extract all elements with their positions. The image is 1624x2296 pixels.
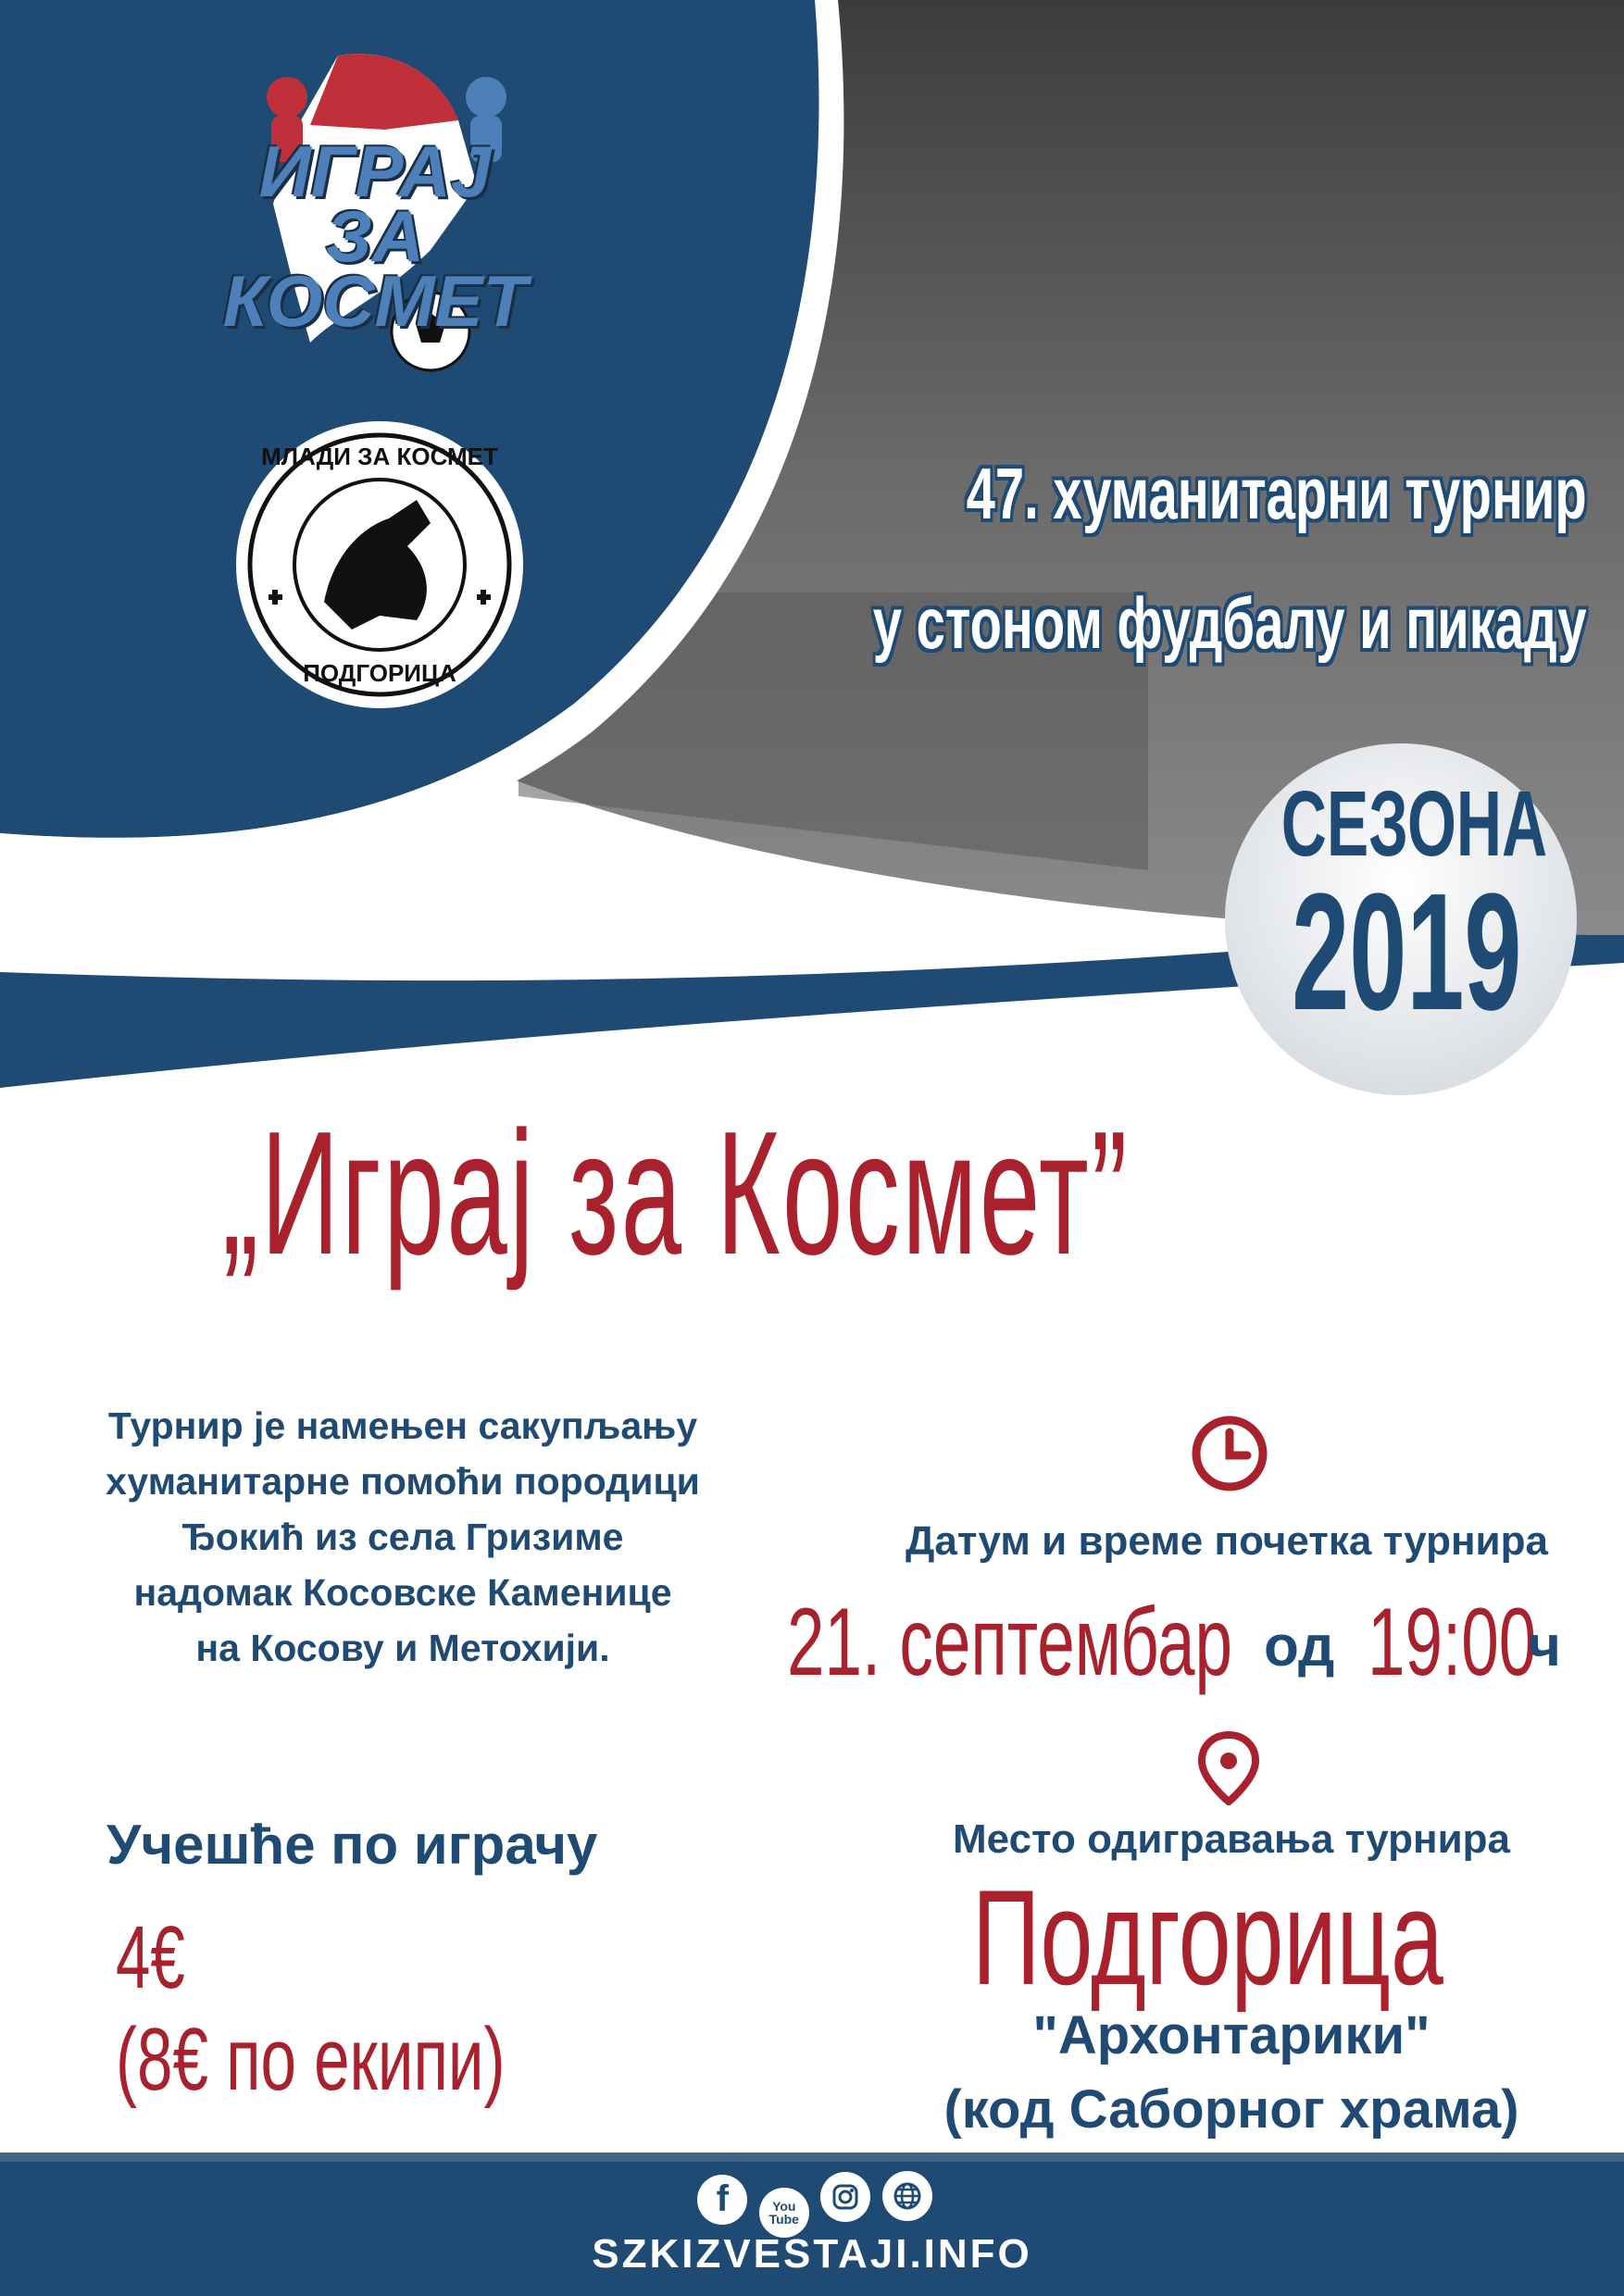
footer-url[interactable]: SZKIZVESTAJI.INFO — [592, 2231, 1032, 2277]
youtube-icon[interactable] — [759, 2188, 809, 2238]
logo-line-2: КОСМЕТ — [222, 260, 528, 342]
description-line-5: на Косову и Метохији. — [195, 1627, 610, 1669]
seal-top-text: МЛАДИ ЗА КОСМЕТ — [261, 443, 498, 470]
facebook-glyph: f — [716, 2178, 729, 2219]
fee-team — [116, 2009, 506, 2111]
fee-label: Учешће по играчу — [106, 1814, 598, 1876]
seal-bottom-text: ПОДГОРИЦА — [303, 659, 456, 687]
social-icons — [671, 2171, 958, 2238]
description-line-3: Ђокић из села Гризиме — [181, 1516, 624, 1558]
logo-text — [218, 131, 532, 342]
description-line-4: надомак Косовске Каменице — [133, 1571, 672, 1614]
event-time: 19:00 — [1368, 1589, 1537, 1696]
main-title: „Играј за Космет” — [222, 1095, 1131, 1292]
location-city-wrap — [972, 1862, 1491, 2013]
event-from: од — [1264, 1615, 1335, 1678]
globe-icon[interactable] — [882, 2171, 932, 2221]
fee-team-text: (8€ по екипи) — [116, 2010, 506, 2109]
location-label: Место одигравања турнира — [953, 1816, 1510, 1862]
seal-logo — [231, 417, 528, 713]
main-title-wrap — [222, 1092, 1624, 1294]
datetime-value — [787, 1588, 1620, 1699]
tournament-logo — [199, 37, 551, 389]
fee-player: 4€ — [116, 1908, 185, 2007]
subtitle-line-1: 47. хуманитарни турнир — [966, 453, 1587, 534]
clock-icon — [1188, 1412, 1271, 1495]
location-venue: "Архонтарики" — [1032, 2005, 1430, 2065]
facebook-icon[interactable] — [697, 2175, 747, 2225]
season-label: СЕЗОНА — [1280, 772, 1548, 876]
season-year: 2019 — [1292, 859, 1522, 1045]
youtube-glyph-1: You — [772, 2199, 796, 2214]
location-note: (код Саборног храма) — [943, 2079, 1519, 2140]
description-line-2: хуманитарне помоћи породици — [106, 1460, 700, 1503]
datetime-label: Датум и време почетка турнира — [906, 1518, 1548, 1564]
logo-line-1: ИГРАЈ ЗА — [258, 131, 492, 277]
instagram-icon[interactable] — [820, 2172, 870, 2222]
subtitle-line-2: у стоном фудбалу и пикаду — [873, 582, 1587, 664]
description — [19, 1398, 787, 1676]
season-badge — [1225, 772, 1577, 1045]
event-time-unit: ч — [1528, 1615, 1561, 1678]
youtube-glyph-2: Tube — [768, 2212, 799, 2227]
description-line-1: Турнир је намењен сакупљању — [107, 1404, 698, 1447]
location-city: Подгорица — [972, 1862, 1443, 2013]
map-pin-icon — [1196, 1731, 1261, 1805]
event-date: 21. септембар — [787, 1589, 1232, 1696]
